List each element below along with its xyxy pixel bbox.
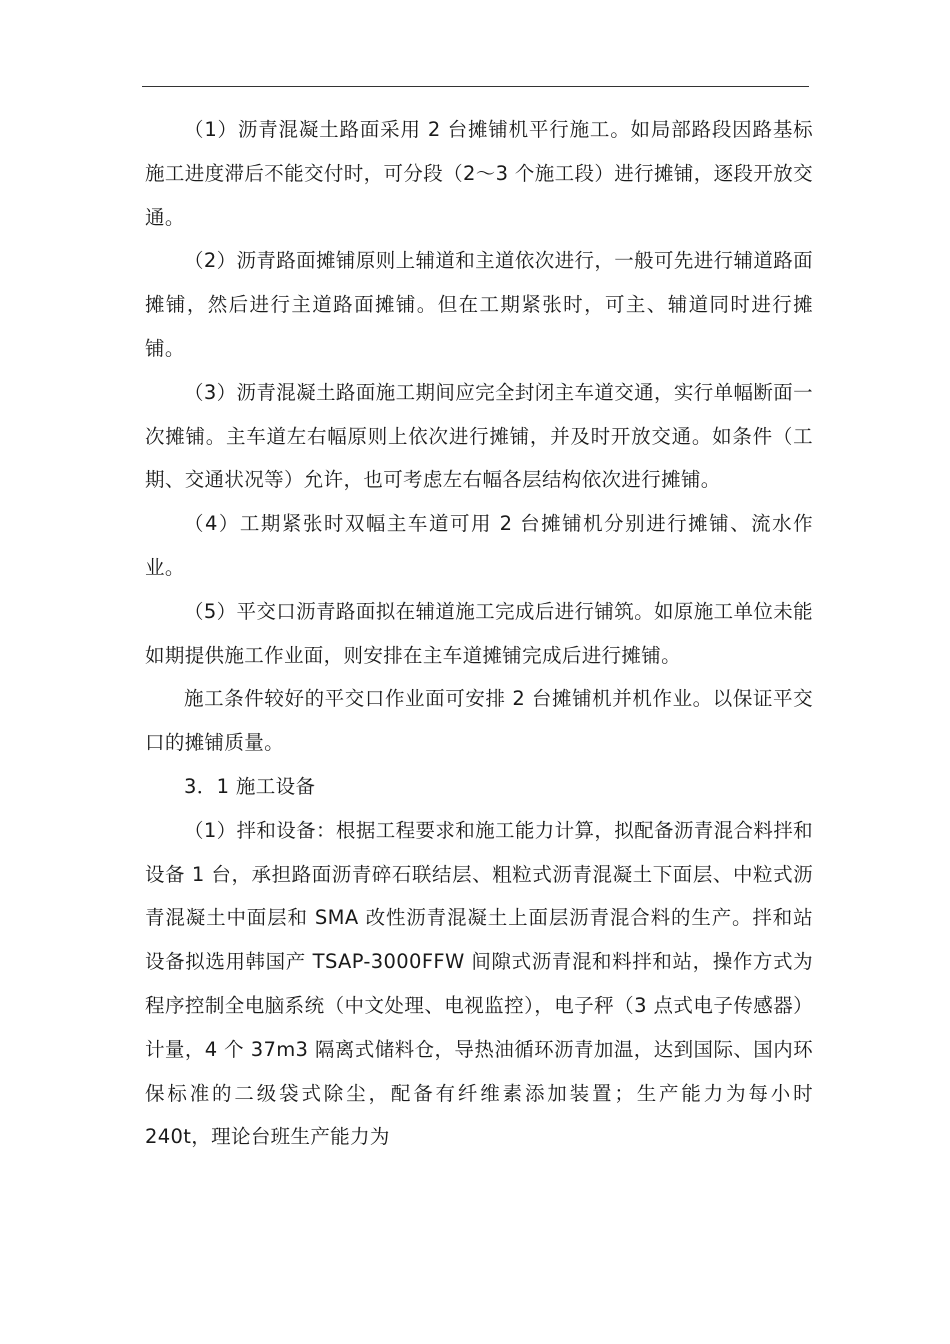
paragraph: 施工条件较好的平交口作业面可安排 2 台摊铺机并机作业。以保证平交口的摊铺质量。	[145, 687, 813, 755]
paragraph: （1）拌和设备：根据工程要求和施工能力计算，拟配备沥青混合料拌和设备 1 台，承担路面沥青碎石联结层、粗粒式沥青混凝土下面层、中粒式沥青混凝土中面层和 SMA 改性沥青混凝土上面层沥青混合料的生产。拌和站设备拟选用韩国产 TSAP-3000FFW 间隙式沥青混和料拌和站，操作方式为程序控制全电脑系统（中文处理、电视监控），电子秤（3 点式电子传感器）计量，4 个 37m3 隔离式储料仓，导热油循环沥青加温，达到国际、国内环保标准的二级袋式除尘，配备有纤维素添加装置；生产能力为每小时 240t，理论台班生产能力为	[145, 818, 813, 1149]
paragraph: （5）平交口沥青路面拟在辅道施工完成后进行铺筑。如原施工单位未能如期提供施工作业面，则安排在主车道摊铺完成后进行摊铺。	[145, 599, 813, 667]
paragraph: （4）工期紧张时双幅主车道可用 2 台摊铺机分别进行摊铺、流水作业。	[145, 512, 813, 579]
paragraph: （3）沥青混凝土路面施工期间应完全封闭主车道交通，实行单幅断面一次摊铺。主车道左右幅原则上依次进行摊铺，并及时开放交通。如条件（工期、交通状况等）允许，也可考虑左右幅各层结构依次进行摊铺。	[145, 380, 813, 492]
section-heading: 3．1 施工设备	[184, 774, 316, 798]
header-rule	[142, 86, 809, 87]
paragraph: （2）沥青路面摊铺原则上辅道和主道依次进行，一般可先进行辅道路面摊铺，然后进行主道路面摊铺。但在工期紧张时，可主、辅道同时进行摊铺。	[145, 249, 813, 360]
body-text	[145, 108, 813, 1159]
paragraph: （1）沥青混凝土路面采用 2 台摊铺机平行施工。如局部路段因路基标施工进度滞后不能交付时，可分段（2～3 个施工段）进行摊铺，逐段开放交通。	[145, 118, 813, 229]
